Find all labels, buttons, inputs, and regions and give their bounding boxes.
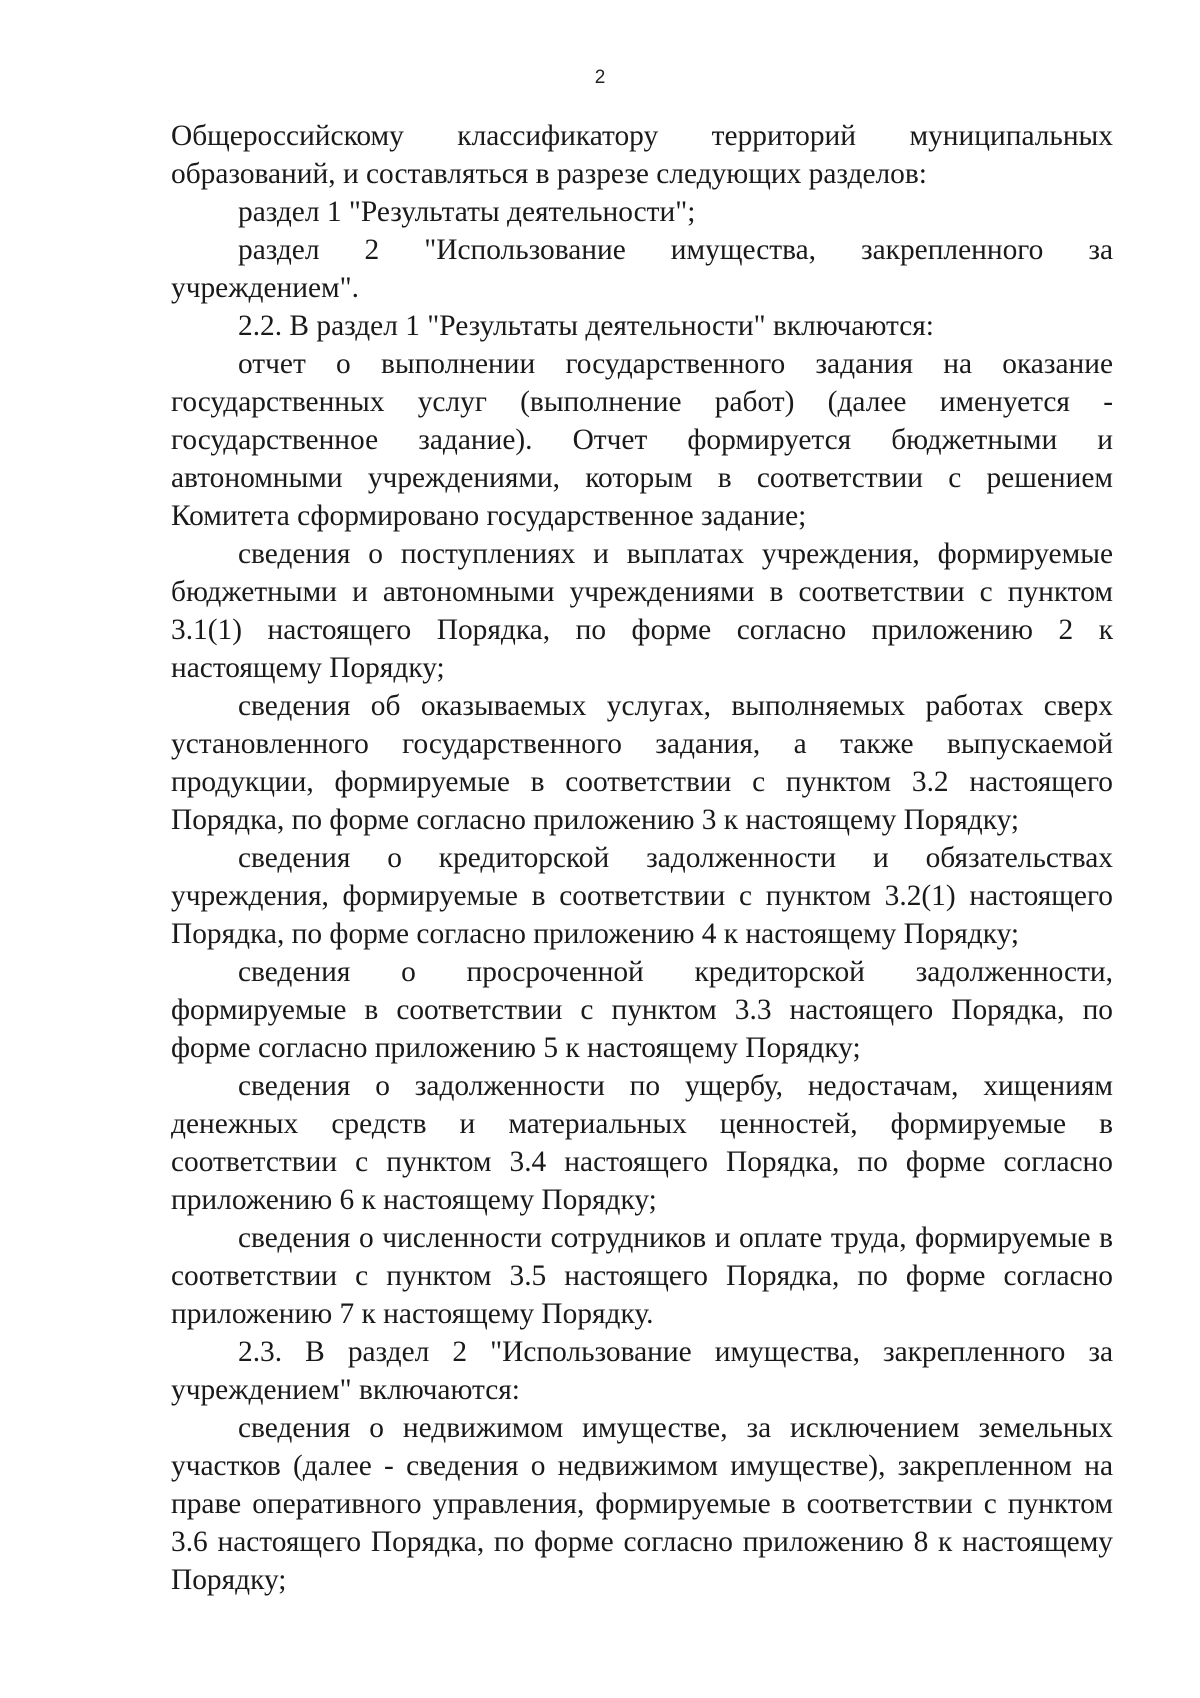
paragraph: 2.3. В раздел 2 "Использование имущества, закрепленного за учреждением" включаются:	[171, 1336, 1113, 1406]
paragraph: сведения о задолженности по ущербу, недостачам, хищениям денежных средств и материальных ценностей, формируемые в соответствии с пунктом 3.4 настоящего Порядка, по форме согласно приложению 6 к настоящему Порядку;	[171, 1070, 1113, 1216]
paragraph: отчет о выполнении государственного задания на оказание государственных услуг (выполнение работ) (далее именуется - государственное задание). Отчет формируется бюджетными и автономными учреждениями, которым в соответствии с решением Комитета сформировано государственное задание;	[171, 348, 1113, 532]
paragraph: 2.2. В раздел 1 "Результаты деятельности" включаются:	[238, 310, 934, 342]
paragraph: сведения о численности сотрудников и оплате труда, формируемые в соответствии с пунктом 3.5 настоящего Порядка, по форме согласно приложению 7 к настоящему Порядку.	[171, 1222, 1113, 1330]
paragraph: Общероссийскому классификатору территорий муниципальных образований, и составляться в разрезе следующих разделов:	[171, 120, 1113, 190]
page-number: 2	[594, 67, 606, 88]
paragraph: сведения о просроченной кредиторской задолженности, формируемые в соответствии с пунктом 3.3 настоящего Порядка, по форме согласно приложению 5 к настоящему Порядку;	[171, 956, 1113, 1064]
paragraph: раздел 2 "Использование имущества, закрепленного за учреждением".	[171, 234, 1113, 304]
paragraph: сведения о поступлениях и выплатах учреждения, формируемые бюджетными и автономными учреждениями в соответствии с пунктом 3.1(1) настоящего Порядка, по форме согласно приложению 2 к настоящему Порядку;	[171, 538, 1113, 684]
paragraph: раздел 1 "Результаты деятельности";	[238, 196, 696, 228]
paragraph: сведения о кредиторской задолженности и обязательствах учреждения, формируемые в соответствии с пунктом 3.2(1) настоящего Порядка, по форме согласно приложению 4 к настоящему Порядку;	[171, 842, 1113, 950]
paragraph: сведения об оказываемых услугах, выполняемых работах сверх установленного государственного задания, а также выпускаемой продукции, формируемые в соответствии с пунктом 3.2 настоящего Порядка, по форме согласно приложению 3 к настоящему Порядку;	[171, 690, 1113, 836]
document-body	[171, 117, 1113, 1599]
paragraph: сведения о недвижимом имуществе, за исключением земельных участков (далее - сведения о недвижимом имуществе), закрепленном на праве оперативного управления, формируемые в соответствии с пунктом 3.6 настоящего Порядка, по форме согласно приложению 8 к настоящему Порядку;	[171, 1412, 1113, 1596]
